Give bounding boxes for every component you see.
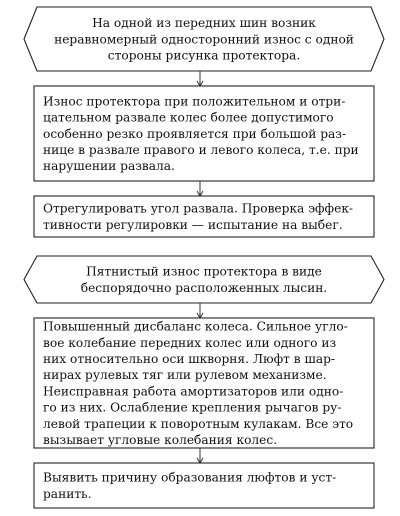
cause-2-node	[34, 318, 374, 448]
symptom-2-hexagon	[24, 256, 384, 303]
cause-2-line-3: них относительно оси шкворня. Люфт в шар-	[43, 352, 336, 366]
cause-1-line-1: Износ протектора при положительном и отри-	[43, 94, 346, 109]
remedy-2-line-2: ранить.	[43, 486, 92, 501]
arrow-symptom-1-to-cause-1	[197, 71, 203, 86]
arrow-cause-1-to-remedy-1	[197, 181, 203, 196]
symptom-1-node	[24, 7, 384, 71]
remedy-1-line-1: Отрегулировать угол развала. Проверка эффек-	[43, 201, 354, 216]
symptom-2-node	[24, 256, 384, 303]
cause-2-line-4: нирах рулевых тяг или рулевом механизме.	[43, 368, 327, 383]
cause-2-line-8: вызывает угловые колебания колес.	[43, 433, 278, 447]
arrow-cause-2-to-remedy-2	[197, 448, 203, 463]
cause-2-line-2: вое колебание передних колес или одного из	[43, 335, 337, 350]
cause-1-line-4: нице в развале правого и левого колеса, т.е. при	[43, 143, 359, 157]
cause-2-line-5: Неисправная работа амортизаторов или одно-	[43, 384, 344, 399]
cause-1-node	[34, 86, 374, 181]
remedy-2-line-1: Выявить причину образования люфтов и уст-	[43, 470, 337, 485]
cause-2-line-7: левой трапеции к поворотным кулакам. Все это	[43, 416, 354, 431]
remedy-1-line-2: тивности регулировки — испытание на выбег.	[43, 217, 343, 232]
node-layer	[24, 7, 384, 508]
symptom-2-line-2: беспорядочно расположенных лысин.	[80, 280, 328, 295]
cause-2-line-1: Повышенный дисбаланс колеса. Сильное угло-	[43, 319, 348, 334]
symptom-1-line-1: На одной из передних шин возник	[92, 16, 316, 31]
remedy-1-node	[34, 196, 374, 237]
symptom-2-line-1: Пятнистый износ протектора в виде	[86, 264, 322, 279]
arrow-symptom-2-to-cause-2	[197, 303, 203, 318]
cause-2-line-6: го из них. Ослабление крепления рычагов ру-	[43, 400, 342, 415]
cause-1-line-2: цательном развале колес более допустимого	[43, 110, 334, 125]
remedy-2-node	[34, 463, 374, 508]
symptom-1-line-2: неравномерный односторонний износ с одной	[54, 32, 354, 47]
cause-1-line-3: особенно резко проявляется при большой раз-	[43, 126, 347, 141]
symptom-1-line-3: стороны рисунка протектора.	[107, 48, 301, 63]
cause-1-line-5: нарушении развала.	[43, 159, 175, 174]
